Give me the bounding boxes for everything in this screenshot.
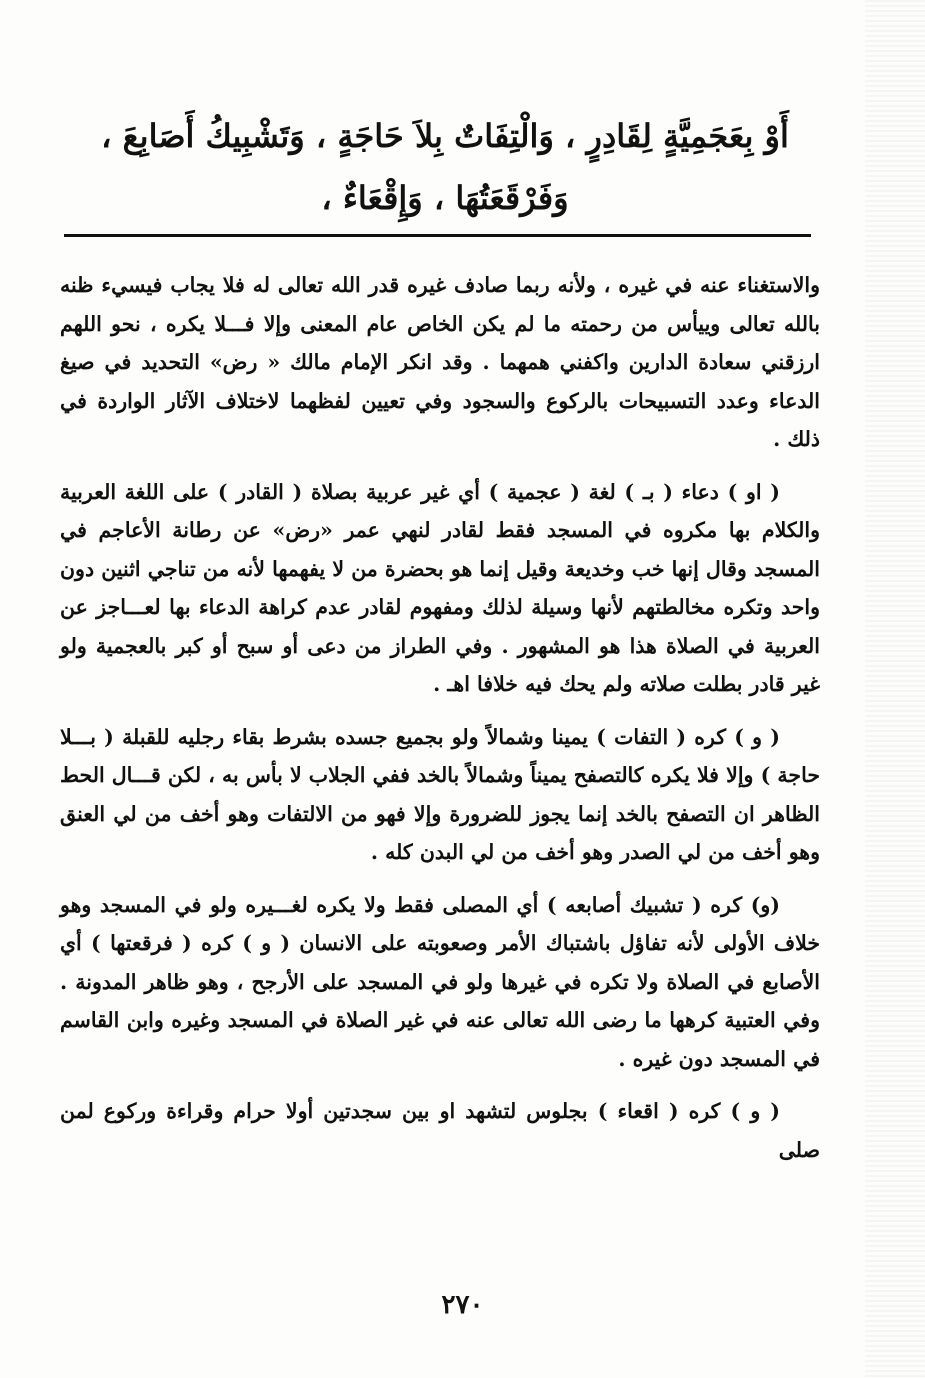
paragraph-4: (و) كره ( تشبيك أصابعه ) أي المصلى فقط ولا يكره لغـــيره ولو في المسجد وهو خلاف الأولى لأنه تفاؤل باشتباك الأمر وصعوبته على الانسان ( و ) كره ( فرقعتها ) أي الأصابع في الصلاة ولا تكره في غيرها ولو في المسجد على الأرجح ، وهو ظاهر المدونة . وفي العتبية كرهها ما رضى الله تعالى عنه في غير الصلاة في المسجد وغيره وابن القاسم في المسجد دون غيره . (60, 892, 820, 1071)
page-number: ٢٧٠ (441, 1290, 484, 1320)
matn-header (70, 105, 820, 229)
header-divider (64, 234, 811, 237)
commentary-body (60, 266, 820, 1169)
matn-line-2: وَفَرْقَعَتُهَا ، وَإِقْعَاءٌ ، (321, 179, 569, 217)
scan-edge-shadow (865, 0, 925, 1378)
paragraph-2: ( او ) دعاء ( بـ ) لغة ( عجمية ) أي غير عربية بصلاة ( القادر ) على اللغة العربية والكلام بها مكروه في المسجد فقط لقادر لنهي عمر «رض» عن رطانة الأعاجم في المسجد وقال إنها خب وخديعة وقيل إنما هو بحضرة من لا يفهمها لأنه من تناجي اثنين دون واحد وتكره مخالطتهم لأنها وسيلة لذلك ومفهوم لقادر عدم كراهة الدعاء بها لعـــاجز عن العربية في الصلاة هذا هو المشهور . وفي الطراز من دعى أو سبح أو كبر بالعجمية ولو غير قادر بطلت صلاته ولم يحك فيه خلافا اهـ . (60, 479, 820, 696)
paragraph-1: والاستغناء عنه في غيره ، ولأنه ربما صادف غيره قدر الله تعالى له فلا يجاب فيسيء ظنه بالله تعالى وييأس من رحمته ما لم يكن الخاص عام المعنى وإلا فـــلا يكره ، نحو اللهم ارزقني سعادة الدارين واكفني همهما . وقد انكر الإمام مالك « رض» التحديد في صيغ الدعاء وعدد التسبيحات بالركوع والسجود وفي تعيين لفظهما لاختلاف الآثار الواردة في ذلك . (60, 273, 820, 451)
paragraph-3: ( و ) كره ( التفات ) يمينا وشمالاً ولو بجميع جسده بشرط بقاء رجليه للقبلة ( بـــلا حاجة ) وإلا فلا يكره كالتصفح يميناً وشمالاً بالخد ففي الجلاب لا بأس به ، لكن قـــال الحط الظاهر ان التصفح بالخد إنما يجوز للضرورة وإلا فهو من الالتفات وهو أخف من لي العنق وهو أخف من لي الصدر وهو أخف من لي البدن كله . (60, 724, 820, 864)
paragraph-5: ( و ) كره ( اقعاء ) بجلوس لتشهد او بين سجدتين أولا حرام وقراءة وركوع لمن صلى (60, 1099, 820, 1162)
matn-line-1: أَوْ بِعَجَمِيَّةٍ لِقَادِرٍ ، وَالْتِفَاتٌ بِلاَ حَاجَةٍ ، وَتَشْبِيكُ أَصَابِعَ ، (101, 117, 789, 155)
